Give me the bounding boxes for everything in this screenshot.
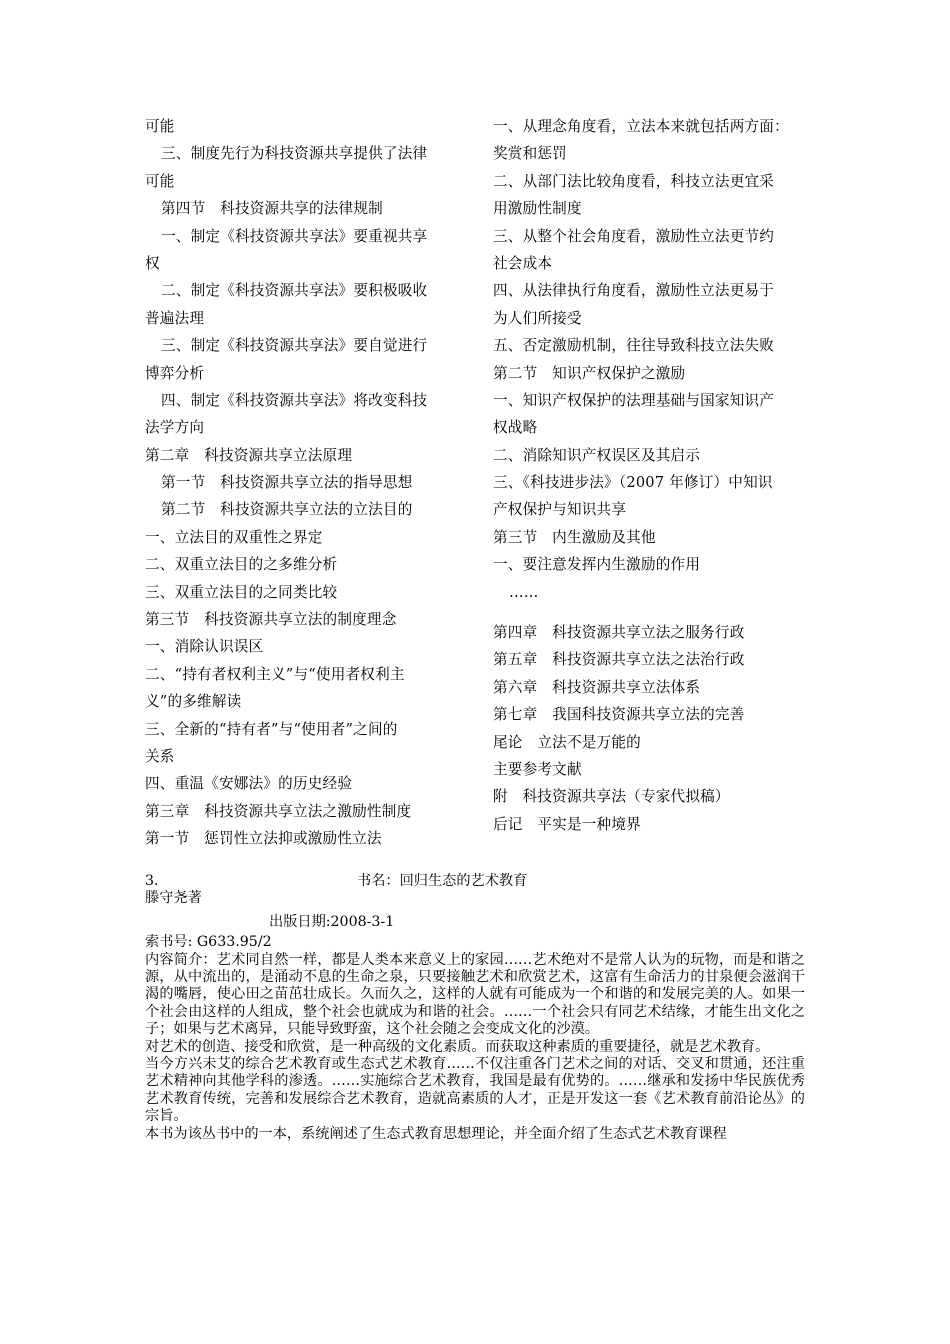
toc-line: 第三节 科技资源共享立法的制度理念	[145, 611, 397, 629]
toc-left-column	[145, 113, 465, 853]
toc-line: 一、消除认识误区	[145, 638, 264, 656]
entry-number: 3．	[145, 873, 169, 889]
toc-line: 第六章 科技资源共享立法体系	[493, 678, 701, 696]
toc-line: 四、从法律执行角度看，激励性立法更易于	[493, 282, 775, 300]
toc-line: 第二节 科技资源共享立法的立法目的	[161, 501, 413, 519]
toc-line: 二、制定《科技资源共享法》要积极吸收	[161, 282, 428, 300]
toc-line: 可能	[145, 118, 175, 135]
toc-line: 附 科技资源共享法（专家代拟稿）	[493, 788, 730, 806]
toc-line: 博弈分析	[145, 364, 205, 382]
summary-paragraph: 本书为该丛书中的一本，系统阐述了生态式教育思想理论，并全面介绍了生态式艺术教育课程	[145, 1125, 727, 1142]
call-number: 索书号: G633.95/2	[145, 934, 272, 951]
toc-line: 五、否定激励机制，往往导致科技立法失败	[493, 337, 775, 355]
toc-line: ……	[509, 583, 539, 601]
toc-line: 三、从整个社会角度看，激励性立法更节约	[493, 227, 775, 245]
toc-line: 奖赏和惩罚	[493, 145, 567, 163]
toc-line: 四、制定《科技资源共享法》将改变科技	[161, 391, 428, 409]
toc-line: 第四节 科技资源共享的法律规制	[161, 200, 383, 218]
toc-line: 第二章 科技资源共享立法原理	[145, 446, 353, 464]
toc-line: 第四章 科技资源共享立法之服务行政	[493, 624, 745, 642]
toc-line: 为人们所接受	[493, 309, 582, 327]
toc-line: 主要参考文献	[493, 760, 582, 778]
toc-line: 权	[145, 254, 160, 272]
toc-line: 二、消除知识产权误区及其启示	[493, 446, 701, 464]
toc-line: 第三节 内生激励及其他	[493, 528, 656, 546]
toc-line: 二、从部门法比较角度看，科技立法更宜采	[493, 172, 775, 190]
toc-line: 可能	[145, 172, 175, 190]
toc-line: 尾论 立法不是万能的	[493, 733, 641, 751]
toc-line: 法学方向	[145, 419, 205, 437]
toc-line: 三、制定《科技资源共享法》要自觉进行	[161, 337, 428, 355]
toc-line: 三、制度先行为科技资源共享提供了法律	[161, 145, 428, 163]
toc-right-column	[493, 113, 823, 838]
toc-line: 一、制定《科技资源共享法》要重视共享	[161, 227, 428, 245]
toc-spacer	[493, 606, 823, 619]
publication-date: 出版日期:2008-3-1	[269, 913, 395, 930]
book-author: 滕守尧著	[145, 890, 202, 907]
toc-line: 第五章 科技资源共享立法之法治行政	[493, 651, 745, 669]
toc-line: 用激励性制度	[493, 200, 582, 218]
toc-line: 义”的多维解读	[145, 693, 242, 711]
toc-line: 第二节 知识产权保护之激励	[493, 364, 686, 382]
toc-line: 产权保护与知识共享	[493, 501, 627, 519]
toc-line: 第三章 科技资源共享立法之激励性制度	[145, 802, 412, 820]
book-title: 书名：回归生态的艺术教育	[357, 873, 528, 889]
toc-line: 第七章 我国科技资源共享立法的完善	[493, 706, 745, 724]
toc-line: 一、立法目的双重性之界定	[145, 528, 323, 546]
toc-line: 一、要注意发挥内生激励的作用	[493, 556, 701, 574]
toc-line: 关系	[145, 747, 175, 765]
toc-line: 二、双重立法目的之多维分析	[145, 556, 338, 574]
toc-line: 三、全新的“持有者”与“使用者”之间的	[145, 720, 398, 738]
summary-paragraph: 当今方兴未艾的综合艺术教育或生态式艺术教育……不仅注重各门艺术之间的对话、交叉和贯通，还注重艺术精神向其他学科的渗透。……实施综合艺术教育，我国是最有优势的。……继承和发扬中华民族优秀艺术教育传统，完善和发展综合艺术教育，造就高素质的人才，正是开发这一套《艺术教育前沿论丛》的宗旨。	[145, 1056, 805, 1125]
toc-line: 普遍法理	[145, 309, 205, 327]
toc-line: 权战略	[493, 419, 538, 437]
toc-line: 第一节 科技资源共享立法的指导思想	[161, 474, 413, 492]
toc-line: 第一节 惩罚性立法抑或激励性立法	[145, 830, 382, 848]
summary-paragraph: 内容简介：艺术同自然一样，都是人类本来意义上的家园……艺术绝对不是常人认为的玩物，而是和谐之源，从中流出的，是涌动不息的生命之泉，只要接触艺术和欣赏艺术，这富有生命活力的甘泉便会滋润干渴的嘴唇，使心田之苗茁壮成长。久而久之，这样的人就有可能成为一个和谐的和发展完美的人。如果一个社会由这样的人组成，整个社会也就成为和谐的社会。……一个社会只有同艺术结缘，才能生出文化之子；如果与艺术离异，只能导致野蛮，这个社会随之会变成文化的沙漠。	[145, 951, 805, 1038]
toc-line: 二、“持有者权利主义”与“使用者权利主	[145, 665, 405, 683]
toc-line: 四、重温《安娜法》的历史经验	[145, 775, 353, 793]
book-entry	[145, 873, 805, 1143]
toc-line: 后记 平实是一种境界	[493, 815, 641, 833]
toc-line: 三、双重立法目的之同类比较	[145, 583, 338, 601]
toc-line: 一、知识产权保护的法理基础与国家知识产	[493, 391, 775, 409]
toc-line: 社会成本	[493, 254, 553, 272]
toc-line: 一、从理念角度看，立法本来就包括两方面：	[493, 118, 789, 135]
summary-paragraph: 对艺术的创造、接受和欣赏，是一种高级的文化素质。而获取这种素质的重要捷径，就是艺术教育。	[145, 1038, 770, 1055]
entry-header-row	[145, 873, 805, 890]
toc-line: 三、《科技进步法》（2007 年修订）中知识	[493, 474, 773, 492]
